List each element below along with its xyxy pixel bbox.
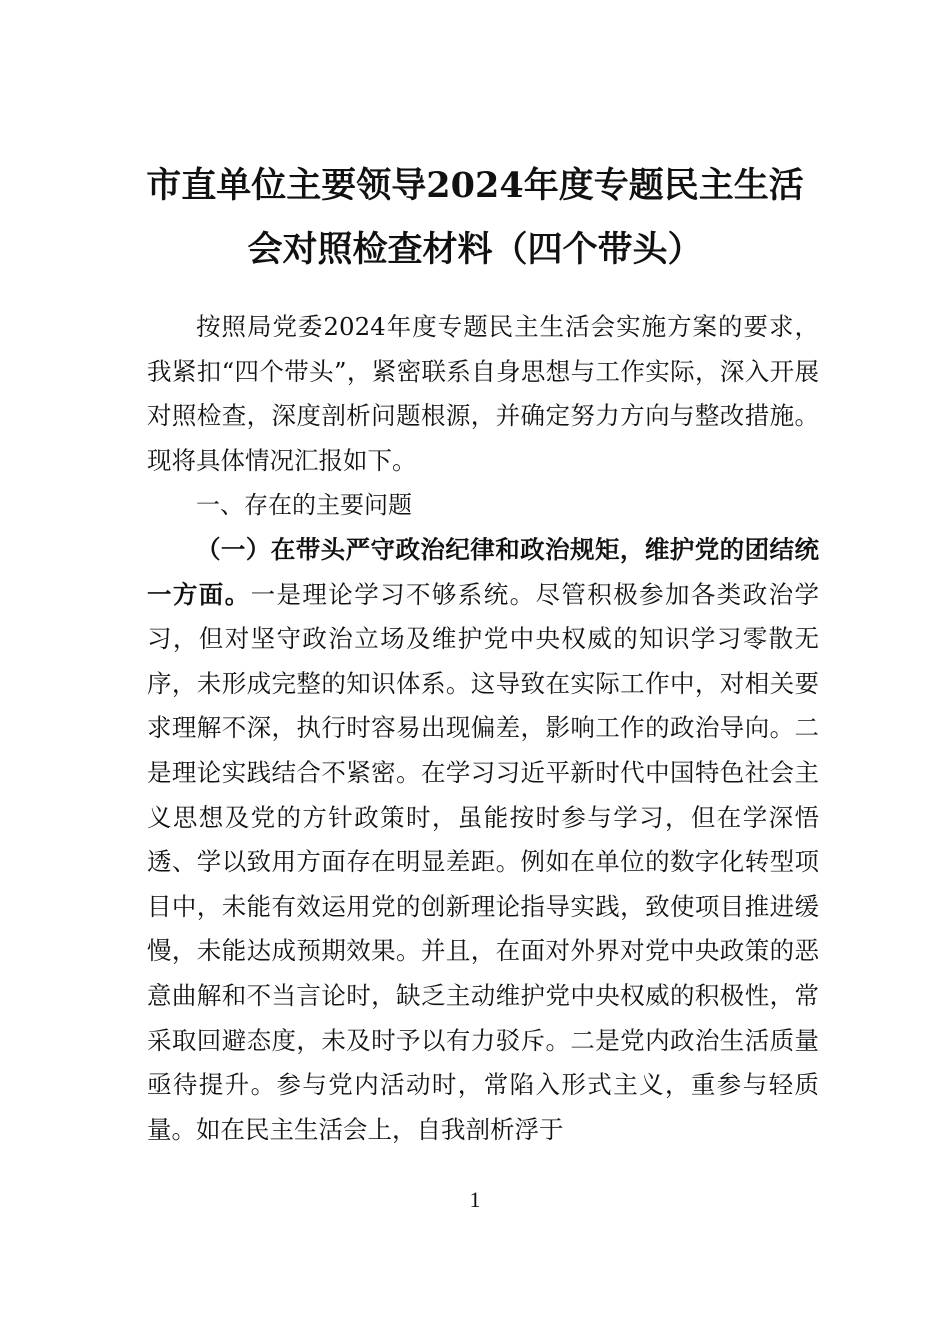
subsection-paragraph: [147, 528, 819, 1152]
page-number: 1: [469, 1187, 481, 1212]
document-body: [147, 305, 819, 1152]
section-heading: 一、存在的主要问题: [196, 491, 412, 520]
intro-paragraph: 按照局党委2024年度专题民主生活会实施方案的要求，我紧扣“四个带头”，紧密联系自身思想与工作实际，深入开展对照检查，深度剖析问题根源，并确定努力方向与整改措施。现将具体情况汇报如下。: [147, 312, 819, 475]
subsection-lead: （一）在带头严守政治纪律和政治规矩，维护党的团结统一方面。: [147, 534, 819, 609]
document-title-line-2: 会对照检查材料（四个带头）: [247, 229, 703, 270]
subsection-body: 一是理论学习不够系统。尽管积极参加各类政治学习，但对坚守政治立场及维护党中央权威的知识学习零散无序，未形成完整的知识体系。这导致在实际工作中，对相关要求理解不深，执行时容易出现偏差，影响工作的政治导向。二是理论实践结合不紧密。在学习习近平新时代中国特色社会主义思想及党的方针政策时，虽能按时参与学习，但在学深悟透、学以致用方面存在明显差距。例如在单位的数字化转型项目中，未能有效运用党的创新理论指导实践，致使项目推进缓慢，未能达成预期效果。并且，在面对外界对党中央政策的恶意曲解和不当言论时，缺乏主动维护党中央权威的积极性，常采取回避态度，未及时予以有力驳斥。二是党内政治生活质量亟待提升。参与党内活动时，常陷入形式主义，重参与轻质量。如在民主生活会上，自我剖析浮于: [147, 579, 820, 1144]
document-title-line-1: 市直单位主要领导2024年度专题民主生活: [146, 165, 804, 206]
